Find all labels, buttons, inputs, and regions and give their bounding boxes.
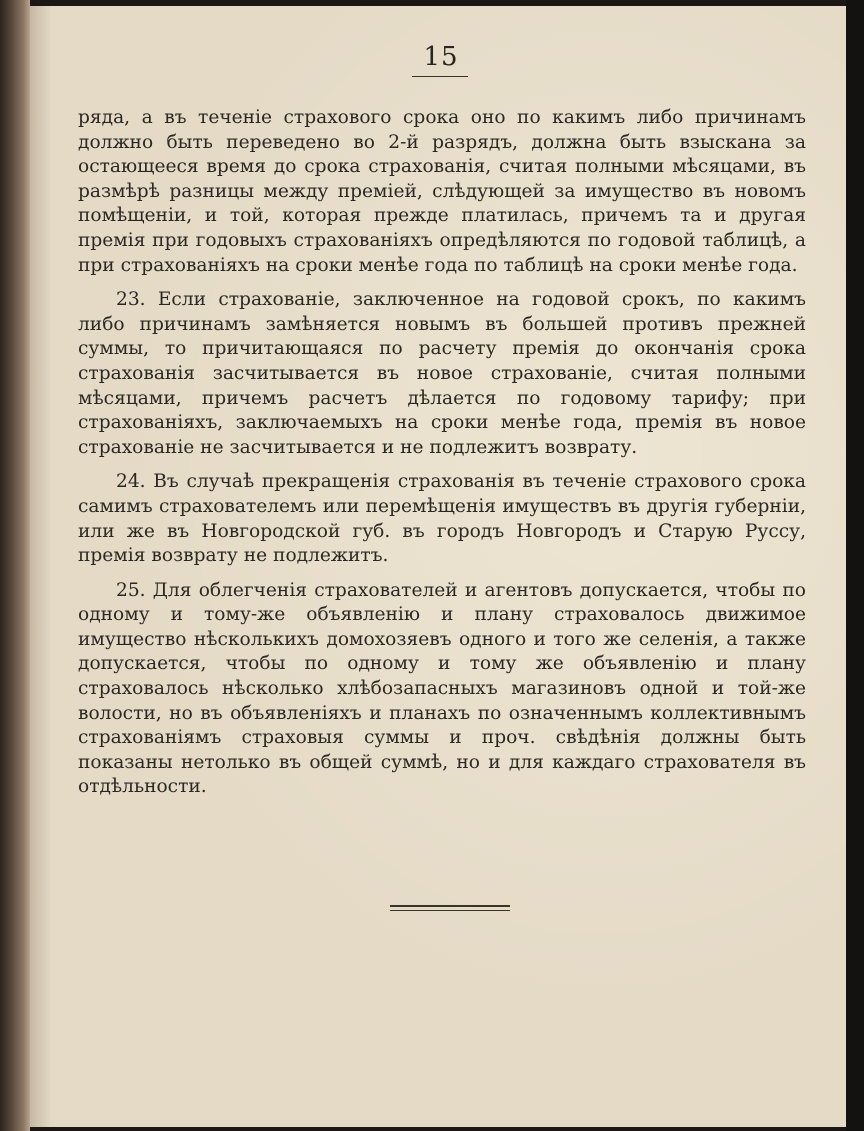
section-end-rule (390, 905, 510, 914)
end-rule-line-top (390, 905, 510, 907)
paragraph-clause-24: 24. Въ случаѣ прекращенія страхованія въ теченіе страхового срока самимъ страхователемъ или перемѣщенія имуществъ въ другія губерніи, или же въ Новгородской губ. въ городъ Новгородъ и Старую Руссу, премія возврату не подлежитъ. (78, 471, 806, 567)
page-right-shadow (846, 0, 864, 1131)
page-number-rule (412, 76, 468, 77)
end-rule-line-bottom (390, 910, 510, 912)
page-number: 15 (423, 42, 459, 72)
page-binding-edge (0, 0, 30, 1131)
paragraph-clause-25: 25. Для облегченія страхователей и агентовъ допускается, чтобы по одному и тому-же объявленію и плану страховалось движимое имущество нѣсколькихъ домохозяевъ одного и того же селенія, а также допускается, чтобы по одному и тому же объявленію и плану страховалось нѣсколько хлѣбозапасныхъ магазиновъ одной и той-же волости, но въ объявленіяхъ и планахъ по означеннымъ коллективнымъ страхованіямъ страховыя суммы и проч. свѣдѣнія должны быть показаны нетолько въ общей суммѣ, но и для каждаго страхователя въ отдѣльности. (78, 579, 806, 798)
paragraph-clause-23: 23. Если страхованіе, заключенное на годовой срокъ, по какимъ либо причинамъ замѣняется новымъ въ большей противъ прежней суммы, то причитающаяся по расчету премія до окончанія срока страхованія засчитывается въ новое страхованіе, считая полными мѣсяцами, причемъ расчетъ дѣлается по годовому тарифу; при страхованіяхъ, заключаемыхъ на сроки менѣе года, премія въ новое страхованіе не засчитывается и не подлежитъ возврату. (78, 289, 806, 458)
body-text (78, 106, 806, 810)
book-page (24, 6, 850, 1127)
paragraph-continuation: ряда, а въ теченіе страхового срока оно по какимъ либо причинамъ должно быть переведено во 2-й разрядъ, должна быть взыскана за остающееся время до срока страхованія, считая полными мѣсяцами, въ размѣрѣ разницы между преміей, слѣдующей за имущество въ новомъ помѣщеніи, и той, которая прежде платилась, причемъ та и другая премія при годовыхъ страхованіяхъ опредѣляются по годовой таблицѣ, а при страхованіяхъ на сроки менѣе года по таблицѣ на сроки менѣе года. (78, 107, 806, 276)
